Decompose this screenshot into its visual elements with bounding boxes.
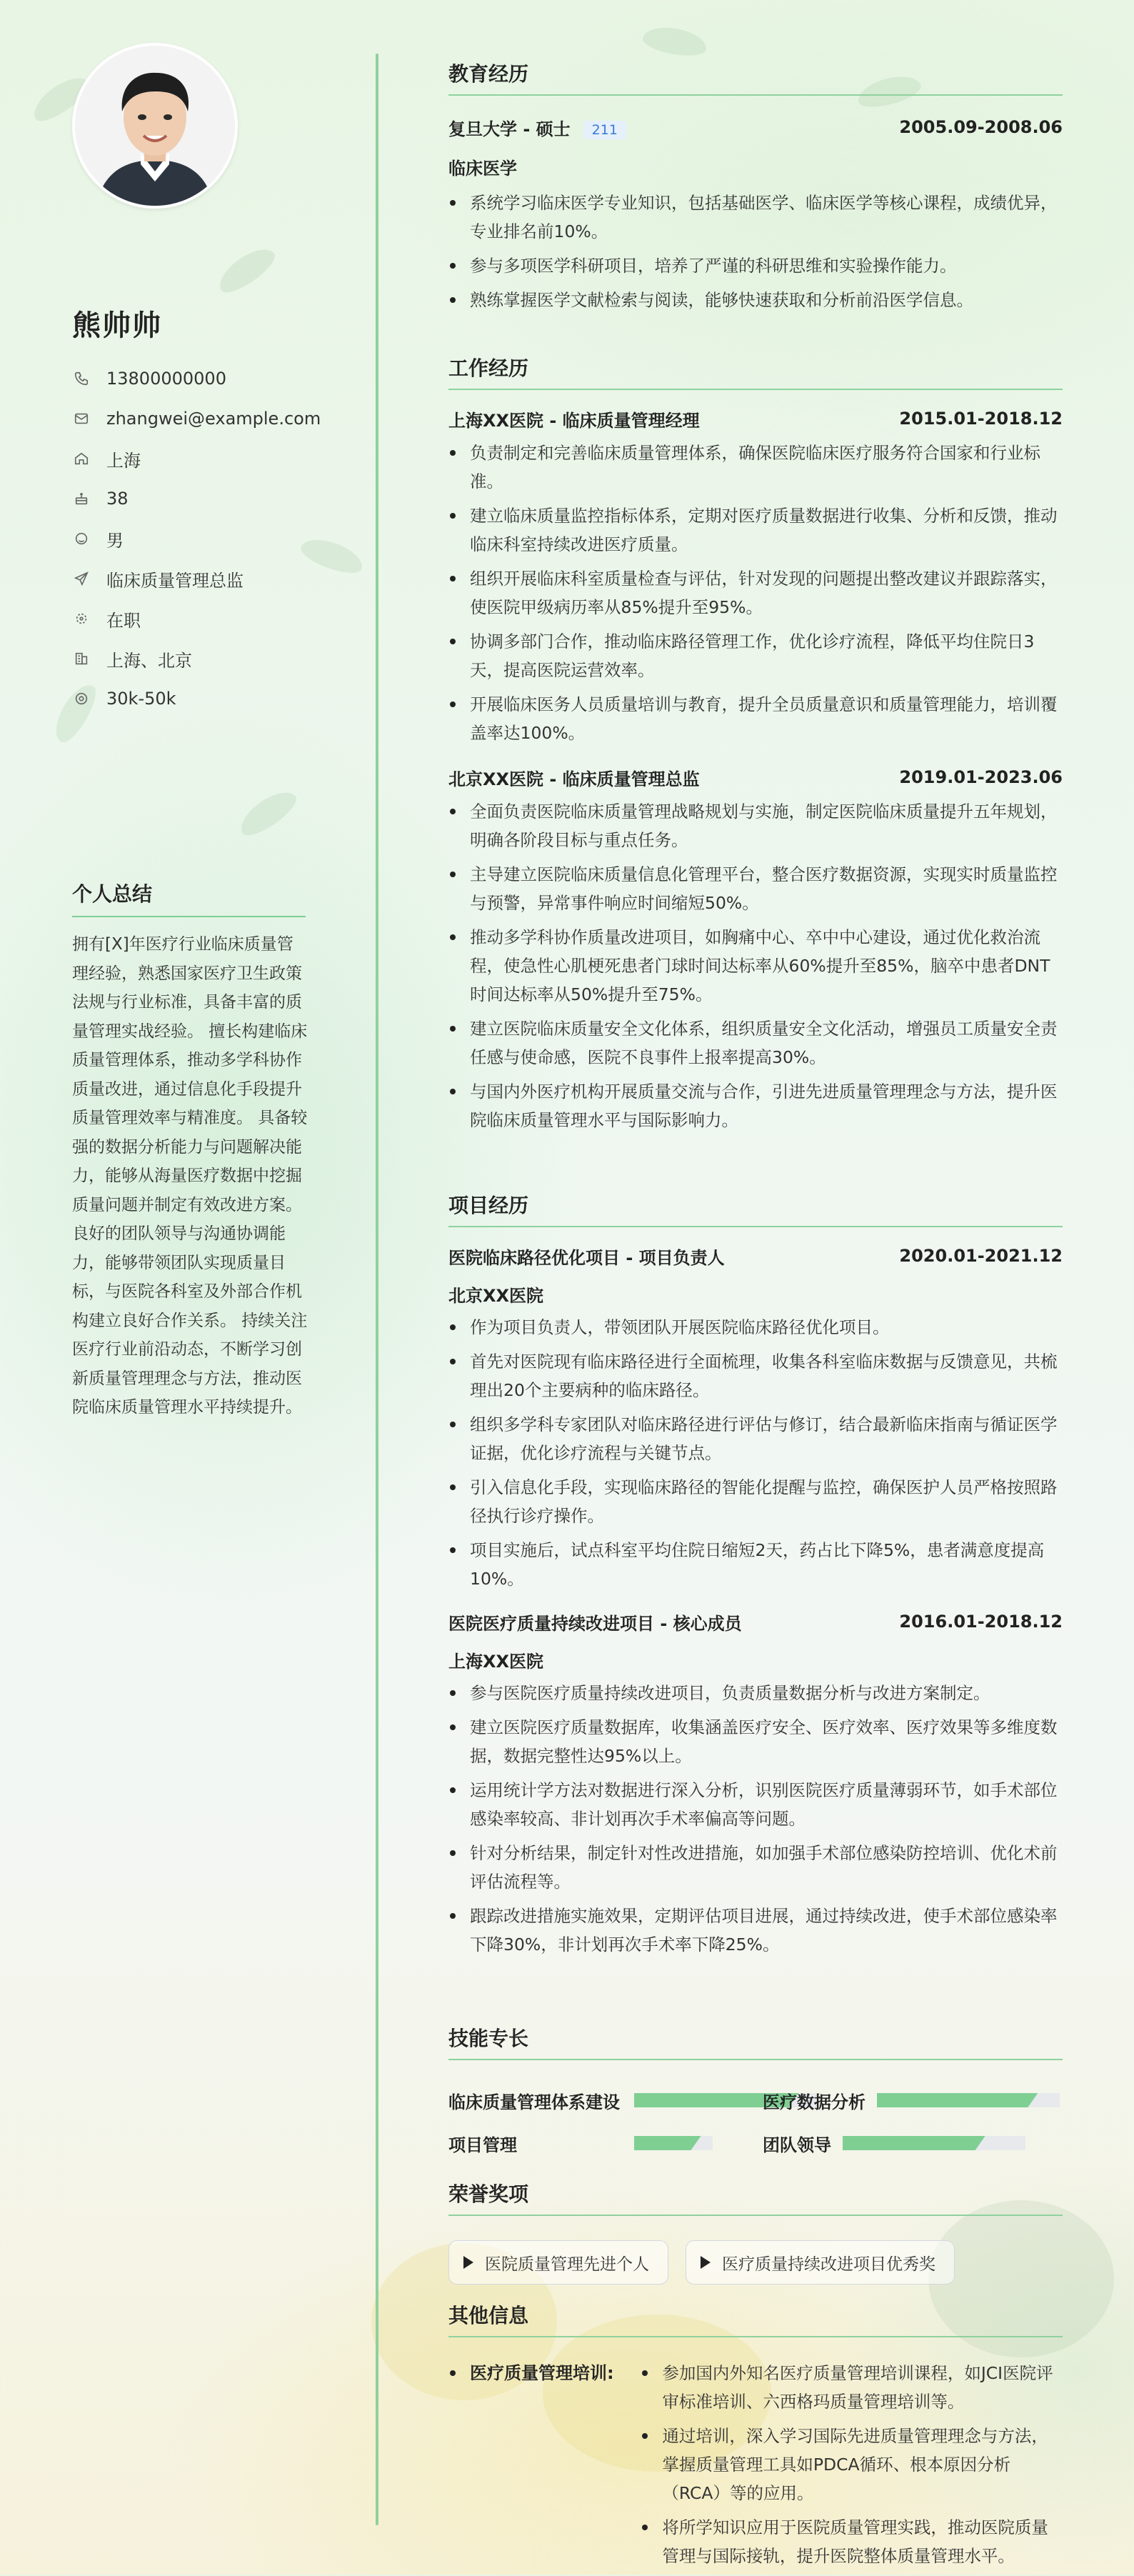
skill-label: 临床质量管理体系建设 <box>448 2092 620 2112</box>
summary-title: 个人总结 <box>72 879 306 917</box>
awards-list <box>448 2240 1063 2285</box>
info-gender <box>72 519 321 559</box>
column-divider <box>376 54 378 2525</box>
other-list <box>641 2359 1063 2576</box>
home-icon <box>72 449 91 468</box>
list-item: 首先对医院现有临床路径进行全面梳理，收集各科室临床数据与反馈意见，共梳理出20个主要病种的临床路径。 <box>448 1347 1063 1404</box>
list-item: 项目实施后，试点科室平均住院日缩短2天，药占比下降5%，患者满意度提高10%。 <box>448 1536 1063 1593</box>
status-icon <box>72 609 91 628</box>
education-section <box>448 59 1063 320</box>
award-label: 医疗质量持续改进项目优秀奖 <box>722 2255 935 2274</box>
list-item: 推动多学科协作质量改进项目，如胸痛中心、卒中中心建设，通过优化救治流程，使急性心肌梗死患者门球时间达标率从60%提升至85%，脑卒中患者DNT时间达标率从50%提升至75%。 <box>448 923 1063 1009</box>
project-date: 2020.01-2021.12 <box>899 1246 1063 1266</box>
education-date: 2005.09-2008.06 <box>899 117 1063 137</box>
list-item: 组织开展临床科室质量检查与评估，针对发现的问题提出整改建议并跟踪落实，使医院甲级病历率从85%提升至95%。 <box>448 564 1063 621</box>
list-item: 作为项目负责人，带领团队开展医院临床路径优化项目。 <box>448 1313 1063 1342</box>
education-title: 教育经历 <box>448 59 1063 96</box>
other-key: 医疗质量管理培训: <box>448 2359 641 2576</box>
list-item: 跟踪改进措施实施效果，定期评估项目进展，通过持续改进，使手术部位感染率下降30%，非计划再次手术率下降25%。 <box>448 1902 1063 1959</box>
award-chip <box>448 2240 668 2285</box>
education-school-line <box>448 115 626 140</box>
skill-item <box>763 2130 1025 2156</box>
send-icon <box>72 569 91 588</box>
avatar-portrait-icon <box>75 46 235 206</box>
project-entry-head <box>448 1243 1063 1269</box>
project-entry-head <box>448 1609 1063 1634</box>
info-position <box>72 559 321 599</box>
info-target-city <box>72 639 321 679</box>
list-item: 协调多部门合作，推动临床路径管理工作，优化诊疗流程，降低平均住院日3天，提高医院运营效率。 <box>448 627 1063 684</box>
project-section <box>448 1190 1063 1965</box>
award-label: 医院质量管理先进个人 <box>485 2255 649 2274</box>
skills-grid <box>448 2087 1063 2173</box>
info-salary <box>72 679 321 719</box>
city-value: 上海 <box>106 450 141 471</box>
info-email <box>72 399 321 439</box>
phone-icon <box>72 369 91 388</box>
cake-icon <box>72 489 91 508</box>
play-triangle-icon <box>701 2256 711 2269</box>
list-item: 参与医院医疗质量持续改进项目，负责质量数据分析与改进方案制定。 <box>448 1679 1063 1707</box>
school-tag-badge: 211 <box>583 121 626 139</box>
project-list <box>448 1313 1063 1593</box>
work-section <box>448 353 1063 1140</box>
candidate-name: 熊帅帅 <box>72 309 162 342</box>
education-list <box>448 189 1063 314</box>
project-name: 医院医疗质量持续改进项目 - 核心成员 <box>448 1613 742 1634</box>
email-value: zhangwei@example.com <box>106 409 321 429</box>
education-entry-head <box>448 114 1063 140</box>
list-item: 运用统计学方法对数据进行深入分析，识别医院医疗质量薄弱环节，如手术部位感染率较高、非计划再次手术率偏高等问题。 <box>448 1776 1063 1833</box>
sidebar <box>0 0 375 2575</box>
job-title: 北京XX医院 - 临床质量管理总监 <box>448 769 700 789</box>
contact-info-list <box>72 359 321 719</box>
skills-section <box>448 2023 1063 2173</box>
skill-bar <box>877 2093 1060 2107</box>
position-value: 临床质量管理总监 <box>106 570 244 591</box>
skill-label: 团队领导 <box>763 2135 831 2155</box>
gender-icon <box>72 529 91 548</box>
list-item: 建立医院医疗质量数据库，收集涵盖医疗安全、医疗效率、医疗效果等多维度数据，数据完整性达95%以上。 <box>448 1713 1063 1770</box>
info-age <box>72 479 321 519</box>
skill-bar-fill <box>877 2093 1038 2107</box>
building-icon <box>72 649 91 668</box>
age-value: 38 <box>106 489 129 509</box>
list-item: 通过培训，深入学习国际先进质量管理理念与方法，掌握质量管理工具如PDCA循环、根本原因分析（RCA）等的应用。 <box>641 2422 1063 2507</box>
list-item: 建立临床质量监控指标体系，定期对医疗质量数据进行收集、分析和反馈，推动临床科室持续改进医疗质量。 <box>448 501 1063 559</box>
list-item: 开展临床医务人员质量培训与教育，提升全员质量意识和质量管理能力，培训覆盖率达100%。 <box>448 690 1063 747</box>
phone-value: 13800000000 <box>106 369 226 389</box>
skill-label: 项目管理 <box>448 2135 517 2155</box>
skill-bar <box>634 2136 713 2150</box>
skill-label: 医疗数据分析 <box>763 2092 865 2112</box>
info-city <box>72 439 321 479</box>
other-title: 其他信息 <box>448 2300 1063 2337</box>
award-chip <box>686 2240 955 2285</box>
salary-value: 30k-50k <box>106 689 176 709</box>
other-content <box>448 2359 1063 2576</box>
list-item: 熟练掌握医学文献检索与阅读，能够快速获取和分析前沿医学信息。 <box>448 286 1063 314</box>
skill-bar <box>843 2136 1025 2150</box>
info-status <box>72 599 321 639</box>
skills-title: 技能专长 <box>448 2023 1063 2060</box>
other-section <box>448 2300 1063 2576</box>
play-triangle-icon <box>463 2256 473 2269</box>
list-item: 主导建立医院临床质量信息化管理平台，整合医疗数据资源，实现实时质量监控与预警，异常事件响应时间缩短50%。 <box>448 860 1063 917</box>
project-title: 项目经历 <box>448 1190 1063 1227</box>
list-item: 与国内外医疗机构开展质量交流与合作，引进先进质量管理理念与方法，提升医院临床质量管理水平与国际影响力。 <box>448 1077 1063 1134</box>
job-date: 2015.01-2018.12 <box>899 409 1063 429</box>
skill-item <box>448 2130 713 2156</box>
job-entry-head <box>448 406 1063 431</box>
awards-title: 荣誉奖项 <box>448 2179 1063 2216</box>
summary-text: 拥有[X]年医疗行业临床质量管理经验，熟悉国家医疗卫生政策法规与行业标准，具备丰富的质量管理实战经验。 擅长构建临床质量管理体系，推动多学科协作质量改进，通过信息化手段提升质量管理效率与精准度。 具备较强的数据分析能力与问题解决能力，能够从海量医疗数据中挖掘质量问题并制定有效改进方案。 良好的团队领导与沟通协调能力，能够带领团队实现质量目标，与医院各科室及外部合作机构建立良好合作关系。 持续关注医疗行业前沿动态，不断学习创新质量管理理念与方法，推动医院临床质量管理水平持续提升。 <box>72 935 308 1417</box>
list-item: 建立医院临床质量安全文化体系，组织质量安全文化活动，增强员工质量安全责任感与使命感，医院不良事件上报率提高30%。 <box>448 1014 1063 1072</box>
mail-icon <box>72 409 91 428</box>
awards-section <box>448 2179 1063 2285</box>
education-major: 临床医学 <box>448 159 517 179</box>
skill-bar-fill <box>634 2136 701 2150</box>
project-list <box>448 1679 1063 1959</box>
project-name: 医院临床路径优化项目 - 项目负责人 <box>448 1247 725 1268</box>
list-item: 将所学知识应用于医院质量管理实践，推动医院质量管理与国际接轨，提升医院整体质量管理水平。 <box>641 2513 1063 2570</box>
job-list <box>448 797 1063 1134</box>
project-org: 上海XX医院 <box>448 1652 544 1672</box>
list-item: 负责制定和完善临床质量管理体系，确保医院临床医疗服务符合国家和行业标准。 <box>448 439 1063 496</box>
job-list <box>448 439 1063 747</box>
target-city-value: 上海、北京 <box>106 650 192 671</box>
list-item: 参加国内外知名医疗质量管理培训课程，如JCI医院评审标准培训、六西格玛质量管理培训等。 <box>641 2359 1063 2416</box>
skill-bar-fill <box>843 2136 985 2150</box>
money-icon <box>72 689 91 708</box>
info-phone <box>72 359 321 399</box>
list-item: 全面负责医院临床质量管理战略规划与实施，制定医院临床质量提升五年规划，明确各阶段目标与重点任务。 <box>448 797 1063 854</box>
project-org: 北京XX医院 <box>448 1286 544 1306</box>
work-title: 工作经历 <box>448 353 1063 390</box>
list-item: 组织多学科专家团队对临床路径进行评估与修订，结合最新临床指南与循证医学证据，优化诊疗流程与关键节点。 <box>448 1410 1063 1467</box>
list-item: 针对分析结果，制定针对性改进措施，如加强手术部位感染防控培训、优化术前评估流程等。 <box>448 1839 1063 1896</box>
skill-item <box>448 2087 817 2113</box>
skill-item <box>763 2087 1060 2113</box>
education-school: 复旦大学 - 硕士 <box>448 119 571 139</box>
job-entry-head <box>448 764 1063 790</box>
list-item: 系统学习临床医学专业知识，包括基础医学、临床医学等核心课程，成绩优异，专业排名前10%。 <box>448 189 1063 246</box>
status-value: 在职 <box>106 610 141 631</box>
job-date: 2019.01-2023.06 <box>899 767 1063 787</box>
list-item: 参与多项医学科研项目，培养了严谨的科研思维和实验操作能力。 <box>448 251 1063 280</box>
project-date: 2016.01-2018.12 <box>899 1612 1063 1632</box>
gender-value: 男 <box>106 530 124 551</box>
job-title: 上海XX医院 - 临床质量管理经理 <box>448 410 700 431</box>
list-item: 引入信息化手段，实现临床路径的智能化提醒与监控，确保医护人员严格按照路径执行诊疗操作。 <box>448 1473 1063 1530</box>
avatar <box>72 43 238 209</box>
